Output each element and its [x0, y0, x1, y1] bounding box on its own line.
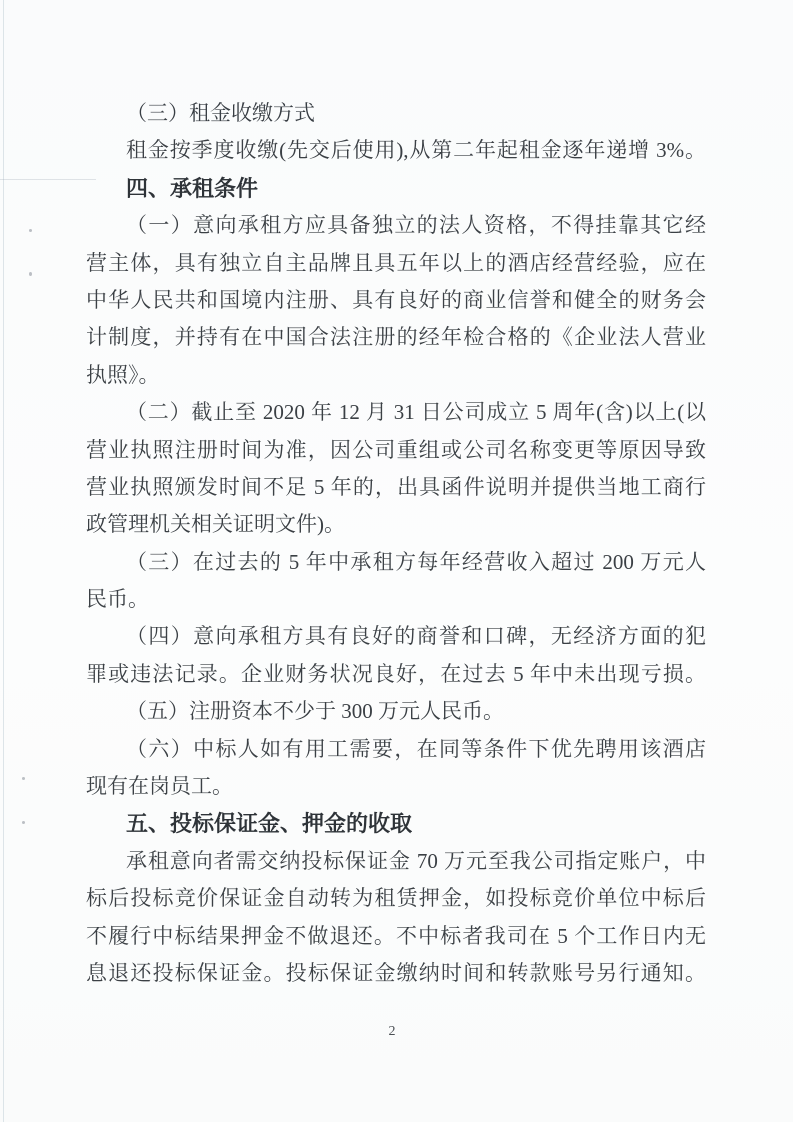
page-number: 2 [388, 1024, 396, 1039]
text-line: 营业执照注册时间为准，因公司重组或公司名称变更等原因导致 [86, 437, 706, 462]
text-line: 政管理机关相关证明文件)。 [86, 512, 345, 537]
text-line: 罪或违法记录。企业财务状况良好，在过去 5 年中未出现亏损。 [86, 661, 706, 686]
text-line: 营业执照颁发时间不足 5 年的，出具函件说明并提供当地工商行 [86, 474, 706, 499]
scan-streak [0, 179, 96, 180]
document-body [86, 95, 706, 992]
text-line: 承租意向者需交纳投标保证金 70 万元至我公司指定账户，中 [126, 848, 706, 873]
text-line: 营主体，具有独立自主品牌且具五年以上的酒店经营经验，应在 [86, 250, 706, 275]
text-line: 民币。 [86, 587, 149, 612]
text-line: 计制度，并持有在中国合法注册的经年检合格的《企业法人营业 [86, 325, 706, 350]
scan-edge-line [3, 0, 4, 1122]
text-line: 标后投标竞价保证金自动转为租赁押金，如投标竞价单位中标后 [86, 886, 706, 911]
paper-speck [22, 821, 25, 824]
section-heading: 五、投标保证金、押金的收取 [126, 811, 413, 837]
text-line: 中华人民共和国境内注册、具有良好的商业信誉和健全的财务会 [86, 287, 706, 312]
text-line: 息退还投标保证金。投标保证金缴纳时间和转款账号另行通知。 [86, 960, 706, 985]
text-line: 不履行中标结果押金不做退还。不中标者我司在 5 个工作日内无 [86, 923, 706, 948]
text-line: （四）意向承租方具有良好的商誉和口碑，无经济方面的犯 [126, 624, 706, 649]
section-heading: 四、承租条件 [126, 175, 259, 201]
text-line: （五）注册资本不少于 300 万元人民币。 [126, 699, 504, 724]
text-line: 现有在岗员工。 [86, 774, 233, 799]
text-line: （一）意向承租方应具备独立的法人资格，不得挂靠其它经 [126, 213, 706, 238]
text-line: （二）截止至 2020 年 12 月 31 日公司成立 5 周年(含)以上(以 [126, 400, 706, 425]
sub-heading: （三）租金收缴方式 [126, 101, 315, 125]
paper-speck [22, 777, 25, 780]
text-line: 执照》。 [86, 362, 160, 387]
text-line: （六）中标人如有用工需要，在同等条件下优先聘用该酒店 [126, 736, 706, 761]
paper-speck [29, 229, 32, 232]
text-line: （三）在过去的 5 年中承租方每年经营收入超过 200 万元人 [126, 549, 706, 574]
paper-speck [29, 272, 32, 276]
text-line: 租金按季度收缴(先交后使用),从第二年起租金逐年递增 3%。 [126, 138, 706, 163]
